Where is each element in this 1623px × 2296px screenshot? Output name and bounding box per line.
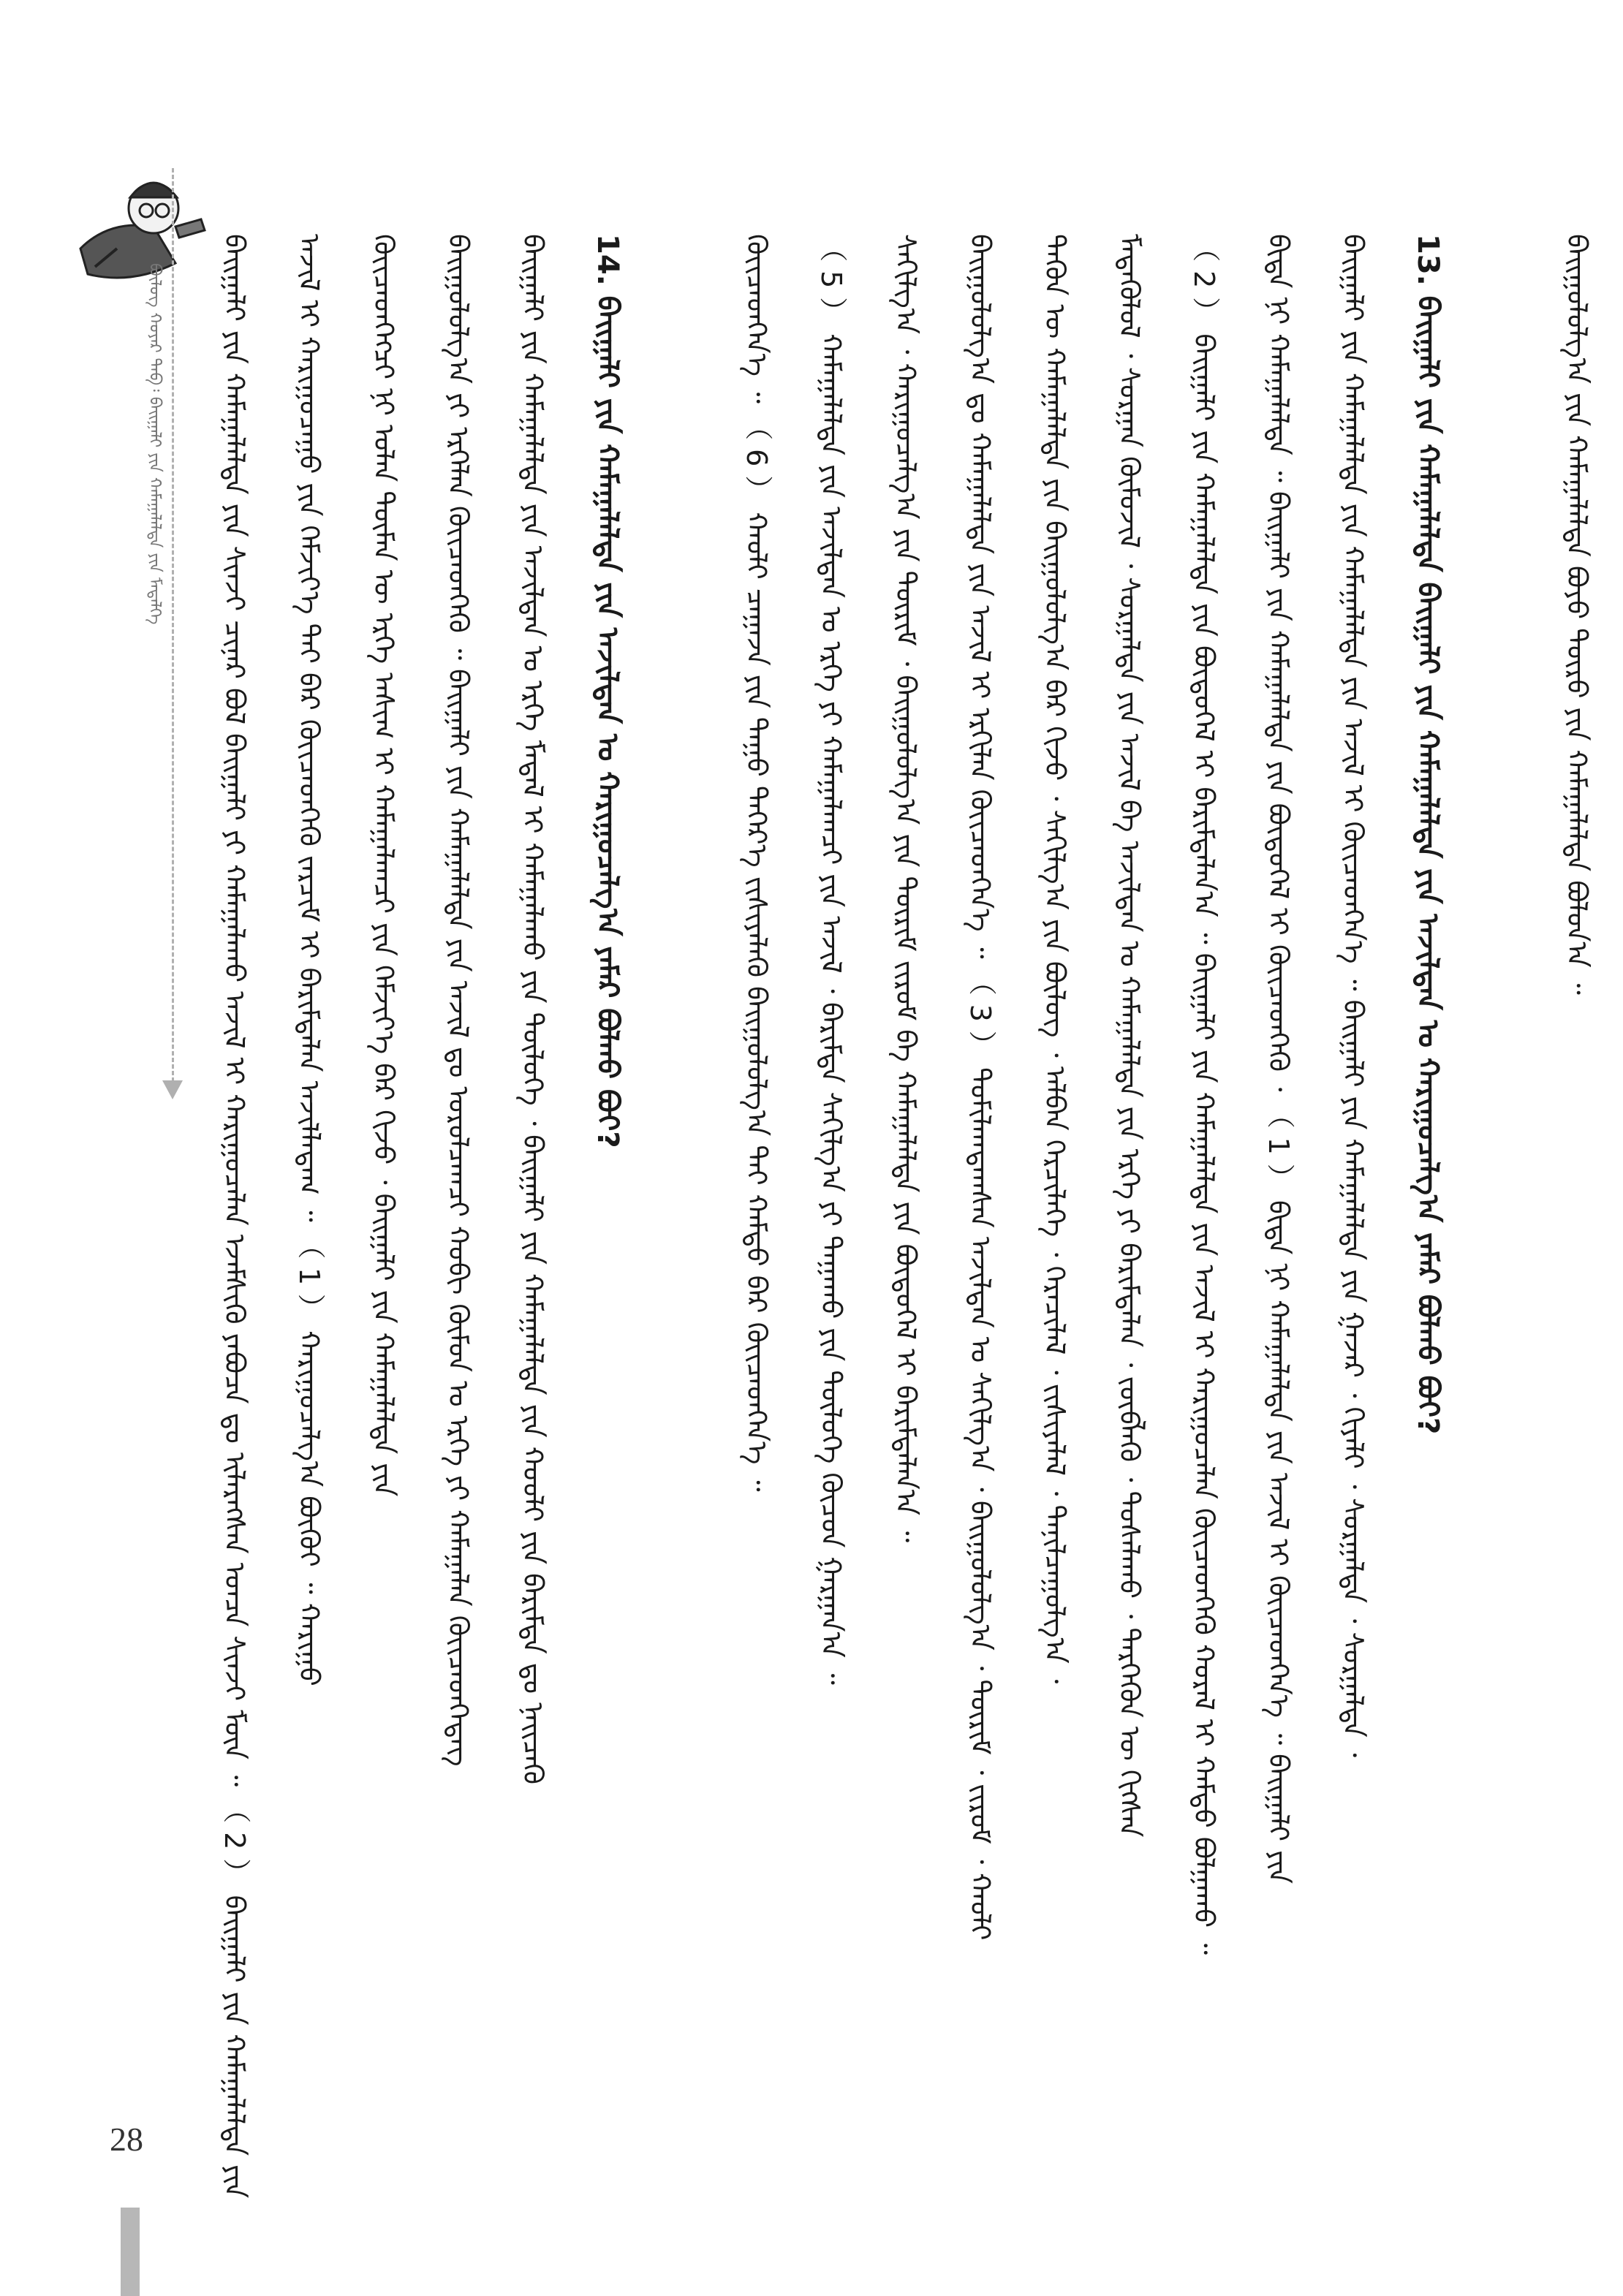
paragraph-column: ᠪᠠᠢᠭᠤᠯᠤᠯᠭ᠎ᠠ ᠶᠢ ᠡᠷᠬᠡᠯᠡᠨ ᠭᠦᠢᠴᠡᠳᠬᠡᠬᠦ ᠃ ᠪᠠᠢᠭᠠᠯᠢ ᠶᠢᠨ ᠬᠠᠮᠠᠭᠠᠯᠠᠯᠲᠠ ᠶᠢᠨ ᠠᠵᠢᠯ ᠳᠤ ᠣᠷᠣᠯᠴᠠᠭᠴᠢ ᠬᠤᠪᠢ ᠬᠥᠮᠦᠨ ᠤ ᠡᠷᠬᠡ ᠶᠢ ᠬᠠᠮᠠᠭᠠᠯᠠᠨ ᠭᠦᠢᠴᠡᠳᠬᠡᠳᠡᠭ bbox=[442, 234, 474, 1767]
paragraph-column: ᠠᠵᠢᠯ ᠢ ᠬᠠᠷᠢᠭᠤᠴᠠᠭᠤ ᠶᠢᠨ ᠬᠡᠮᠵᠢᠶ᠎ᠡ ᠲᠠᠢ ᠪᠡᠷ ᠭᠦᠢᠴᠡᠳᠬᠡᠬᠦ ᠵᠠᠷᠴᠢᠮ ᠢ ᠪᠠᠷᠢᠮᠲᠠᠯᠠᠨ ᠠᠵᠢᠯᠯᠠᠳᠠᠭ ᠃ （ 1 ） ᠬᠠᠷᠢᠭᠤᠴᠠᠯᠭ᠎ᠠ ᠪᠦᠬᠦᠢ ᠃ ᠬᠠᠷᠢᠭᠤ bbox=[293, 234, 325, 1686]
paragraph-column: ᠪᠠᠢᠭᠤᠯᠤᠯᠭ᠎ᠠ ᠶᠢᠨ ᠬᠠᠮᠠᠭᠠᠯᠠᠯᠲᠠ ᠪᠤᠶᠤ ᠲᠦᠷᠦ ᠶᠢᠨ ᠬᠠᠮᠠᠭᠠᠯᠠᠯᠲᠠ ᠪᠣᠯᠤᠨ᠎ᠠ ᠃ bbox=[1561, 234, 1593, 995]
section-heading: 13. ᠪᠠᠢᠭᠠᠯᠢ ᠶᠢᠨ ᠬᠠᠮᠠᠭᠠᠯᠠᠯᠲᠠ ᠪᠠᠢᠭᠠᠯᠢ ᠶᠢᠨ ᠬᠠᠮᠠᠭᠠᠯᠠᠯᠲᠠ ᠶᠢᠨ ᠠᠵᠢᠯᠲᠠᠨ ᠤ ᠬᠠᠷᠢᠭᠤᠴᠠᠯᠭ᠎ᠠ ᠶᠠᠮᠠᠷ ᠪᠣᠯᠬᠤ ᠪᠤᠢ? bbox=[1411, 234, 1445, 1435]
guide-dashed-line bbox=[172, 168, 174, 1082]
running-header: ᠪᠦᠯᠦᠭ ᠬᠣᠶᠠᠷ ᠲᠠᠪ᠄ ᠪᠠᠢᠭᠠᠯᠢ ᠶᠢᠨ ᠬᠠᠮᠠᠭᠠᠯᠠᠯᠲᠠ ᠶᠢᠨ ᠮᠡᠳᠡᠯᠭᠡ bbox=[145, 263, 164, 625]
paragraph-column: ᠪᠠᠢᠭᠤᠯᠤᠯᠭ᠎ᠠ ᠳᠤ ᠬᠠᠮᠠᠭᠠᠯᠠᠯᠲᠠ ᠶᠢᠨ ᠠᠵᠢᠯ ᠢ ᠡᠷᠬᠢᠯᠡᠨ ᠭᠦᠢᠴᠡᠳᠬᠡᠨ᠎ᠡ ᠃ （ 3 ） ᠲᠣᠮᠢᠯᠠᠭᠳᠠᠭᠰᠠᠨ ᠠᠵᠢᠯᠲᠠᠨ ᠤ ᠰᠠᠬᠢᠯᠭ᠎ᠠ ᠂ ᠪᠠᠢᠭᠤᠯᠤᠯᠭ᠎ᠠ ᠂ ᠳᠦᠷᠢᠮ ᠂ ᠵᠢᠷᠤᠮ ᠂ ᠬᠠᠤᠯᠢ bbox=[964, 234, 996, 1941]
paragraph-column: ᠮᠡᠳᠡᠭᠦᠯᠦᠯ ᠂ ᠰᠤᠷᠭᠠᠨ ᠬᠦᠮᠦᠵᠢᠯ ᠂ ᠰᠤᠷᠭᠠᠯᠲᠠ ᠶᠢᠨ ᠠᠵᠢᠯ ᠪᠠ ᠠᠵᠢᠯᠲᠠᠨ ᠤ ᠬᠠᠮᠠᠭᠠᠯᠠᠯᠲᠠ ᠶᠢᠨ ᠡᠷᠬᠡ ᠶᠢ ᠪᠠᠷᠢᠮᠲᠠᠯᠠᠨ ᠂ ᠵᠥᠪᠯᠡᠬᠦ ᠂ ᠲᠤᠰᠠᠯᠠᠬᠤ ᠂ ᠲᠡᠷᠭᠡᠭᠦᠨ ᠦ ᠬᠢᠭᠰᠡᠨ bbox=[1113, 234, 1146, 1838]
paragraph-column: ᠲᠡᠭᠦᠨ ᠦ ᠬᠠᠮᠠᠭᠠᠯᠠᠯᠲᠠ ᠶᠢᠨ ᠪᠠᠢᠭᠤᠯᠤᠯᠭ᠎ᠠ ᠪᠡᠷ ᠬᠢᠵᠦ ᠂ ᠰᠠᠬᠢᠯᠭ᠎ᠠ ᠶᠢᠨ ᠪᠦᠯᠦᠭ ᠂ ᠠᠯᠪᠠᠨ ᠭᠡᠷᠴᠢᠯᠡᠭᠡ ᠂ ᠭᠡᠷᠡᠴᠢᠯᠡᠯ ᠂ ᠵᠢᠱᠢᠶᠡᠯᠡᠯ ᠂ ᠲᠠᠨᠢᠯᠴᠠᠭᠤᠯᠭ᠎ᠠ ᠂ bbox=[1039, 234, 1071, 1684]
paragraph-column: ᠭᠦᠢᠴᠡᠳᠬᠡᠨ᠎ᠡ ᠃ （ 6 ） ᠬᠠᠤᠯᠢ ᠴᠠᠭᠠᠵᠠ ᠶᠢᠨ ᠳᠠᠭᠤ ᠳᠡᠭᠡᠷ᠎ᠡ ᠵᠢᠱᠢᠶᠡᠯᠡᠬᠦ ᠪᠠᠢᠭᠤᠯᠤᠯᠭ᠎ᠠ ᠲᠠᠢ ᠬᠠᠮᠲᠤ ᠪᠡᠷ ᠭᠦᠢᠴᠡᠳᠬᠡᠨ᠎ᠡ ᠃ bbox=[741, 234, 773, 1492]
section-heading: 14. ᠪᠠᠢᠭᠠᠯᠢ ᠶᠢᠨ ᠬᠠᠮᠠᠭᠠᠯᠠᠯᠲᠠ ᠶᠢᠨ ᠠᠵᠢᠯᠲᠠᠨ ᠤ ᠬᠠᠷᠢᠭᠤᠴᠠᠯᠭ᠎ᠠ ᠶᠠᠮᠠᠷ ᠪᠣᠯᠬᠤ ᠪᠤᠢ? bbox=[591, 234, 624, 1148]
paragraph-column: ᠭᠦᠢᠴᠡᠳᠬᠡᠭᠴᠢ ᠨᠢ ᠣᠯᠠᠨ ᠲᠦᠮᠡᠨ ᠦ ᠡᠷᠬᠡ ᠠᠰᠢᠭ ᠢ ᠬᠠᠮᠠᠭᠠᠯᠠᠭᠴᠢ ᠶᠢᠨ ᠬᠡᠮᠵᠢᠶ᠎ᠡ ᠪᠡᠷ ᠬᠢᠵᠦ ᠂ ᠪᠠᠢᠭᠠᠯᠢ ᠶᠢᠨ ᠬᠠᠮᠠᠭᠠᠯᠠᠯᠲᠠ ᠶᠢᠨ bbox=[368, 234, 400, 1497]
paragraph-column: ᠪᠢᠳᠡ ᠨᠢ ᠬᠠᠮᠠᠭᠠᠯᠠᠯᠲᠠ ᠃ ᠪᠠᠢᠭᠠᠯᠢ ᠶᠢᠨ ᠬᠠᠮᠠᠭᠠᠯᠠᠯᠲᠠ ᠶᠢᠨ ᠪᠦᠲᠦᠭᠡᠯ ᠢ ᠭᠦᠢᠴᠡᠳᠬᠡᠬᠦ ᠂ （ 1 ） ᠪᠢᠳᠡ ᠨᠢ ᠬᠠᠮᠠᠭᠠᠯᠠᠯᠲᠠ ᠶᠢᠨ ᠠᠵᠢᠯ ᠢ ᠭᠦᠢᠴᠡᠳᠬᠡᠨ᠎ᠡ ᠃ ᠪᠠᠢᠭᠠᠯᠢ ᠶᠢᠨ bbox=[1263, 234, 1295, 1884]
paragraph-column: ᠪᠠᠢᠭᠠᠯᠢ ᠶᠢᠨ ᠬᠠᠮᠠᠭᠠᠯᠠᠯᠲᠠ ᠶᠢᠨ ᠠᠵᠢᠯᠲᠠᠨ ᠤ ᠡᠷᠬᠡ ᠮᠡᠳᠡᠯ ᠢ ᠬᠠᠮᠠᠭᠠᠯᠠᠬᠤ ᠶᠢᠨ ᠲᠥᠯᠦᠭᠡ ᠂ ᠪᠠᠢᠭᠠᠯᠢ ᠶᠢᠨ ᠬᠠᠮᠠᠭᠠᠯᠠᠯᠲᠠ ᠶᠢᠨ ᠬᠤᠤᠯᠢ ᠶᠢᠨ ᠪᠠᠷᠢᠮᠲᠠ ᠳᠤ ᠨᠡᠢᠴᠡᠬᠦ bbox=[517, 234, 549, 1785]
page-edge-bar bbox=[121, 2208, 140, 2296]
paragraph-column: ᠪᠠᠢᠭᠠᠯᠢ ᠶᠢᠨ ᠬᠠᠮᠠᠭᠠᠯᠠᠯᠲᠠ ᠶᠢᠨ ᠬᠠᠮᠠᠭᠠᠯᠠᠯᠲᠠ ᠶᠢᠨ ᠠᠵᠢᠯ ᠢ ᠭᠦᠢᠴᠡᠳᠬᠡᠨ᠎ᠡ ᠃ ᠪᠠᠢᠭᠠᠯᠢ ᠶᠢᠨ ᠬᠠᠮᠠᠭᠠᠯᠠᠯᠲᠠ ᠶᠢᠨ ᠭᠠᠵᠠᠷ ᠂ ᠬᠢᠶᠠᠯᠢ ᠂ ᠰᠤᠷᠭᠠᠯᠲᠠ ᠂ ᠰᠤᠷᠭᠠᠯᠲᠠ ᠂ bbox=[1337, 234, 1369, 1758]
mascot-illustration bbox=[66, 139, 219, 292]
paragraph-column: （ 5 ） ᠬᠠᠮᠠᠭᠠᠯᠠᠯᠲᠠ ᠶᠢᠨ ᠠᠵᠢᠯᠲᠠᠨ ᠤ ᠡᠷᠬᠡ ᠶᠢ ᠬᠠᠮᠠᠭᠠᠯᠠᠭᠴᠢ ᠶᠢᠨ ᠠᠵᠢᠯ ᠂ ᠪᠠᠷᠢᠮᠲᠠ ᠰᠠᠬᠢᠯᠭ᠎ᠠ ᠶᠢ ᠳᠠᠭᠠᠬᠤ ᠶᠢᠨ ᠲᠥᠯᠦᠭᠡ ᠬᠦᠴᠦᠨ ᠭᠠᠷᠭᠠᠨ᠎ᠠ ᠃ bbox=[815, 234, 847, 1685]
paragraph-column: ᠰᠠᠬᠢᠯᠭ᠎ᠠ ᠂ ᠬᠠᠷᠢᠭᠤᠴᠠᠯᠭ᠎ᠠ ᠶᠢᠨ ᠳᠦᠷᠢᠮ ᠂ ᠪᠠᠢᠭᠤᠯᠤᠯᠭ᠎ᠠ ᠶᠢᠨ ᠳᠦᠷᠢᠮ ᠵᠢᠷᠤᠮ ᠪᠠ ᠬᠠᠮᠠᠭᠠᠯᠠᠯᠲᠠ ᠶᠢᠨ ᠪᠦᠲᠦᠭᠡᠯ ᠢ ᠪᠠᠷᠢᠮᠲᠠᠯᠠᠨ᠎ᠠ ᠃ bbox=[890, 234, 922, 1543]
guide-arrow-icon bbox=[162, 1080, 183, 1099]
paragraph-column: （ 2 ） ᠪᠠᠢᠭᠠᠯᠢ ᠶᠢᠨ ᠬᠠᠮᠠᠭᠠᠯᠠᠯᠲᠠ ᠶᠢᠨ ᠪᠦᠲᠦᠭᠡᠯ ᠢ ᠪᠠᠷᠢᠮᠲᠠᠯᠠᠨ᠎ᠠ ᠃ ᠪᠠᠢᠭᠠᠯᠢ ᠶᠢᠨ ᠬᠠᠮᠠᠭᠠᠯᠠᠯᠲᠠ ᠶᠢᠨ ᠠᠵᠢᠯ ᠢ ᠬᠠᠷᠢᠭᠤᠴᠠᠯᠠᠨ ᠭᠦᠢᠴᠡᠳᠬᠡᠬᠦ ᠬᠤᠷᠠᠯ ᠢ ᠬᠠᠮᠲᠤ ᠪᠣᠯᠭᠠᠬᠤ ᠃ bbox=[1188, 234, 1220, 1955]
page-number: 28 bbox=[110, 2121, 143, 2158]
paragraph-column: ᠪᠠᠢᠭᠠᠯᠢ ᠶᠢᠨ ᠬᠠᠮᠠᠭᠠᠯᠠᠯᠲᠠ ᠶᠢᠨ ᠰᠢᠨᠵᠢ ᠴᠢᠨᠠᠷ ᠪᠣᠯ ᠪᠠᠢᠭᠠᠯᠢ ᠶᠢ ᠬᠠᠮᠠᠭᠠᠯᠠᠬᠤ ᠠᠵᠢᠯ ᠢ ᠬᠠᠷᠢᠭᠤᠴᠠᠯᠠᠨ ᠡᠵᠡᠮᠰᠢᠬᠦ ᠶᠠᠪᠤᠴᠠ ᠳᠤ ᠢᠯᠡᠷᠡᠭᠰᠡᠨ ᠣᠨᠴᠠ ᠰᠢᠨᠵᠢ ᠮᠥᠨ ᠃ （ 2 ） ᠪᠠᠢᠭᠠᠯᠢ ᠶᠢᠨ ᠬᠠᠮᠠᠭᠠᠯᠠᠯᠲᠠ ᠶᠢᠨ bbox=[219, 234, 251, 2199]
